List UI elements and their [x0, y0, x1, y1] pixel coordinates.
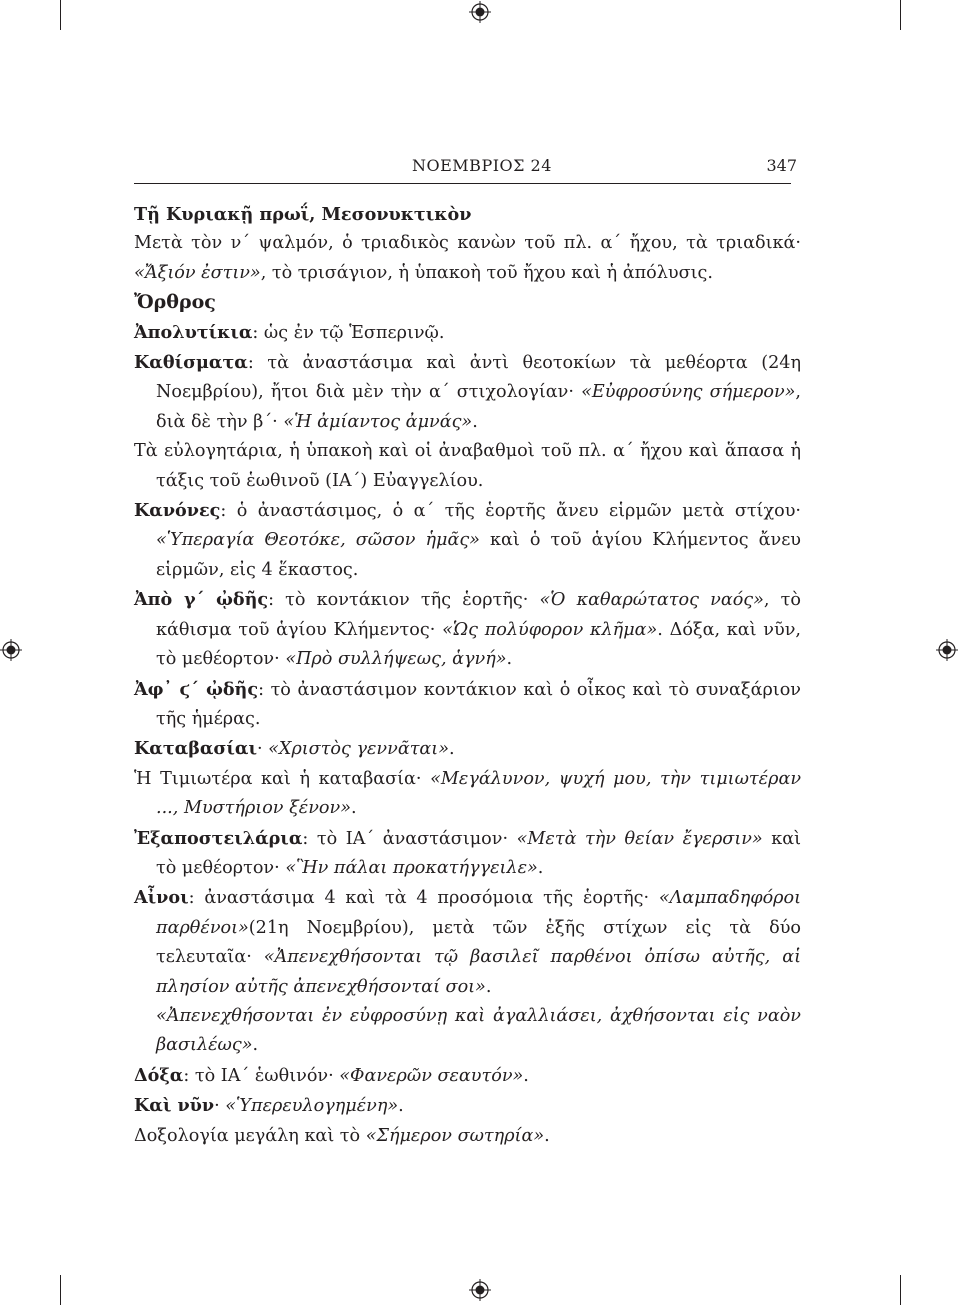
- paragraph-ode3: Ἀπὸ γ΄ ᾠδῆς: τὸ κοντάκιον τῆς ἑορτῆς· «Ὁ καθαρώτατος ναός», τὸ κάθισμα τοῦ ἁγίου Κλήμεντος· «Ὡς πολύφορον κλῆμα». Δόξα, καὶ νῦν, τὸ μεθέορτον· «Πρὸ συλλήψεως, ἁγνή».: [134, 589, 801, 670]
- term-label: Κανόνες: [134, 500, 221, 522]
- registration-mark-icon: [936, 639, 958, 661]
- registration-mark-icon: [0, 639, 22, 661]
- section-heading-orthros: Ὄρθρος: [134, 291, 216, 314]
- header-rule: [134, 183, 791, 184]
- term-label: Ἀπολυτίκια: [134, 321, 253, 343]
- paragraph-kanones: Κανόνες: ὁ ἀναστάσιμος, ὁ α΄ τῆς ἑορτῆς ἄνευ εἱρμῶν μετὰ στίχου· «Ὑπεραγία Θεοτόκε, σῶσον ἡμᾶς» καὶ ὁ τοῦ ἁγίου Κλήμεντος ἄνευ εἱρμῶν, εἰς 4 ἕκαστος.: [134, 500, 801, 580]
- term-label: Δόξα: [134, 1064, 184, 1086]
- term-label: Ἀφ᾽ ϛ΄ ᾠδῆς: [134, 678, 259, 700]
- paragraph-kai-nyn: Καὶ νῦν· «Ὑπερευλογημένη».: [134, 1095, 404, 1117]
- term-label: Καθίσματα: [134, 352, 248, 374]
- paragraph-ode6: Ἀφ᾽ ϛ΄ ᾠδῆς: τὸ ἀναστάσιμον κοντάκιον καὶ ὁ οἶκος καὶ τὸ συναξάριον τῆς ἡμέρας.: [134, 678, 801, 729]
- paragraph-mesonyktikon: Μετὰ τὸν ν΄ ψαλμόν, ὁ τριαδικὸς κανὼν τοῦ πλ. α΄ ἤχου, τὰ τριαδικά· «Ἄξιόν ἐστιν», τὸ τρισάγιον, ἡ ὑπακοὴ τοῦ ἤχου καὶ ἡ ἀπόλυσις.: [134, 233, 801, 283]
- section-heading-mesonyktikon: Τῇ Κυριακῇ πρωΐ, Μεσονυκτικὸν: [134, 204, 472, 225]
- registration-mark-icon: [469, 1279, 491, 1301]
- paragraph-exapostilaria: Ἐξαποστειλάρια: τὸ ΙΑ΄ ἀναστάσιμον· «Μετὰ τὴν θείαν ἔγερσιν» καὶ τὸ μεθέορτον· «Ἣν πάλαι προκατήγγειλε».: [134, 827, 802, 878]
- term-label: Ἀπὸ γ΄ ᾠδῆς: [134, 589, 269, 611]
- page-body: [134, 200, 801, 1151]
- registration-mark-icon: [469, 1, 491, 23]
- paragraph-ainoi: Αἶνοι: ἀναστάσιμα 4 καὶ τὰ 4 προσόμοια τῆς ἑορτῆς· «Λαμπαδηφόροι παρθένοι»(21η Νοεμβρίου), μετὰ τῶν ἑξῆς στίχων εἰς τὰ δύο τελευταῖα· «Ἀπενεχθήσονται τῷ βασιλεῖ παρθένοι ὀπίσω αὐτῆς, αἱ πλησίον αὐτῆς ἀπενεχθήσονταί σοι».: [134, 887, 802, 997]
- paragraph-timiotera: Ἡ Τιμιωτέρα καὶ ἡ καταβασία· «Μεγάλυνον, ψυχή μου, τὴν τιμιωτέραν ..., Μυστήριον ξένον».: [134, 768, 802, 819]
- paragraph-kathismata: Καθίσματα: τὰ ἀναστάσιμα καὶ ἀντὶ θεοτοκίων τὰ μεθέορτα (24η Νοεμβρίου), ἤτοι διὰ μὲν τὴν α΄ στιχολογίαν· «Εὐφροσύνης σήμερον», διὰ δὲ τὴν β΄· «Ἡ ἀμίαντος ἀμνάς».: [134, 352, 801, 432]
- paragraph-doxa: Δόξα: τὸ ΙΑ΄ ἑωθινόν· «Φανερῶν σεαυτόν».: [134, 1064, 529, 1086]
- page-number: 347: [766, 156, 797, 175]
- term-label: Αἶνοι: [134, 887, 189, 909]
- running-title: ΝΟΕΜΒΡΙΟΣ 24: [412, 156, 552, 175]
- term-label: Καὶ νῦν: [134, 1095, 215, 1117]
- crop-line-top-left: [60, 0, 61, 30]
- paragraph-ainoi-verse: «Ἀπενεχθήσονται ἐν εὐφροσύνῃ καὶ ἀγαλλιάσει, ἀχθήσονται εἰς ναὸν βασιλέως».: [156, 1005, 801, 1056]
- crop-line-top-right: [900, 0, 901, 30]
- crop-line-bottom-left: [60, 1275, 61, 1305]
- running-header: [134, 156, 799, 182]
- paragraph-katavasiai: Καταβασίαι· «Χριστὸς γεννᾶται».: [134, 738, 455, 760]
- paragraph-apolytikia: Ἀπολυτίκια: ὡς ἐν τῷ Ἑσπερινῷ.: [134, 321, 445, 343]
- crop-line-bottom-right: [900, 1275, 901, 1305]
- term-label: Ἐξαποστειλάρια: [134, 827, 303, 849]
- paragraph-evlogitaria: Τὰ εὐλογητάρια, ἡ ὑπακοὴ καὶ οἱ ἀναβαθμοὶ τοῦ πλ. α΄ ἤχου καὶ ἅπασα ἡ τάξις τοῦ ἑωθινοῦ (ΙΑ΄) Εὐαγγελίου.: [134, 441, 801, 491]
- paragraph-doxologia: Δοξολογία μεγάλη καὶ τὸ «Σήμερον σωτηρία».: [134, 1125, 550, 1146]
- term-label: Καταβασίαι: [134, 738, 257, 760]
